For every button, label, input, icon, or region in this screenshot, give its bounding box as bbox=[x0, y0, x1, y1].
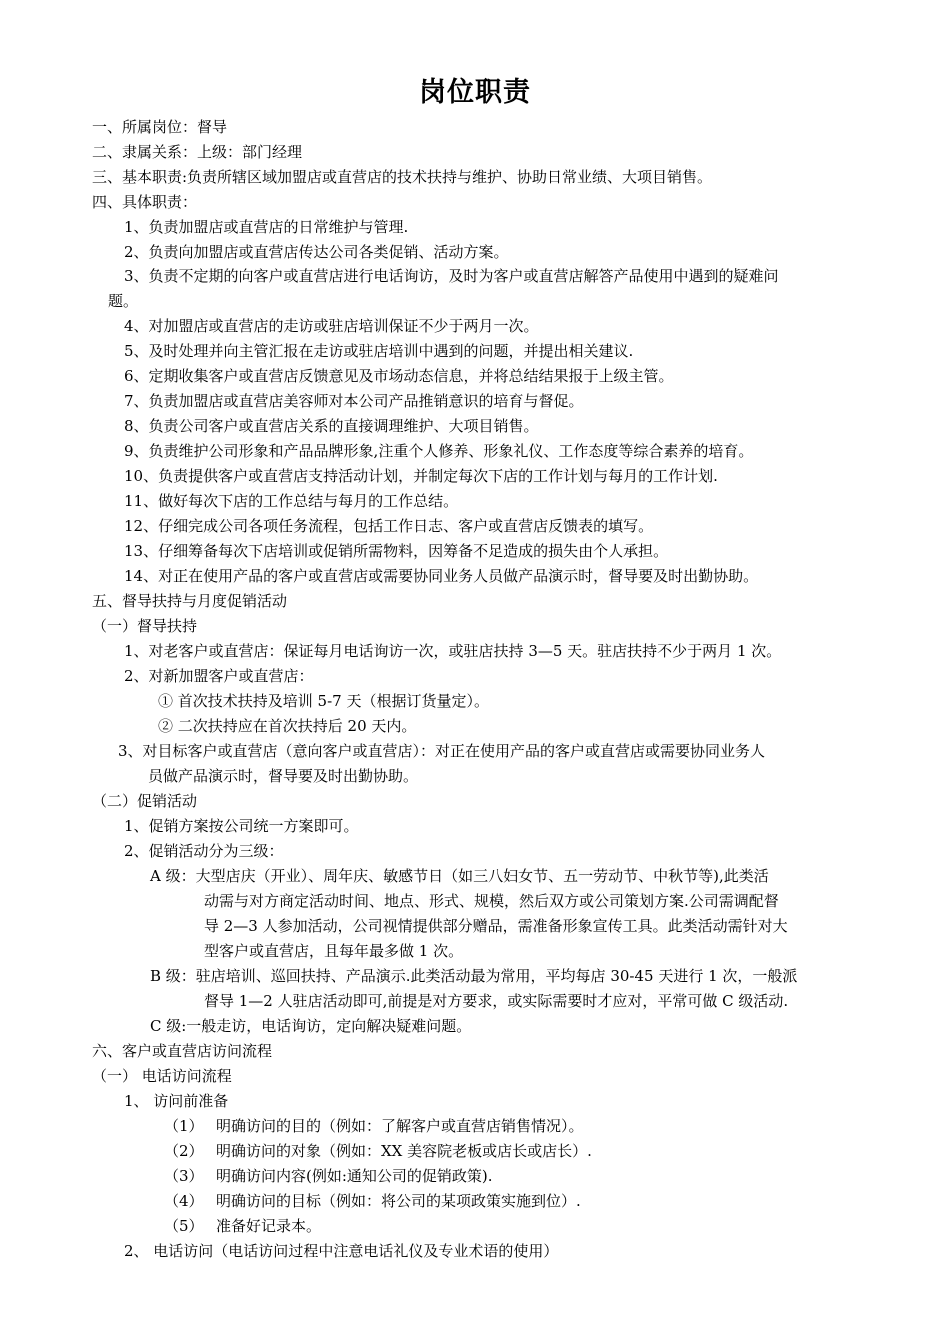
level-a-line: 导 2—3 人参加活动，公司视情提供部分赠品，需准备形象宣传工具。此类活动需针对大 bbox=[204, 917, 788, 935]
duty-item: 12、仔细完成公司各项任务流程，包括工作日志、客户或直营店反馈表的填写。 bbox=[124, 517, 654, 535]
support-item: 3、对目标客户或直营店（意向客户或直营店）：对正在使用产品的客户或直营店或需要协同业务人 bbox=[118, 742, 766, 760]
level-a-line: 动需与对方商定活动时间、地点、形式、规模，然后双方或公司策划方案.公司需调配督 bbox=[204, 892, 779, 910]
prep-item-number: （3） bbox=[164, 1167, 204, 1185]
duty-item: 1、负责加盟店或直营店的日常维护与管理. bbox=[124, 218, 409, 236]
support-item-continued: 员做产品演示时，督导要及时出勤协助。 bbox=[148, 767, 419, 785]
prep-item-number: （1） bbox=[164, 1117, 204, 1135]
duty-item: 9、负责维护公司形象和产品品牌形象,注重个人修养、形象礼仪、工作态度等综合素养的培育。 bbox=[124, 442, 754, 460]
section-3-basic-duty: 三、基本职责:负责所辖区域加盟店或直营店的技术扶持与维护、协助日常业绩、大项目销售。 bbox=[92, 168, 713, 186]
duty-item: 14、对正在使用产品的客户或直营店或需要协同业务人员做产品演示时，督导要及时出勤协助。 bbox=[124, 567, 759, 585]
promotion-item: 1、促销方案按公司统一方案即可。 bbox=[124, 817, 359, 835]
prep-item-text: 明确访问内容(例如:通知公司的促销政策). bbox=[216, 1167, 493, 1185]
duty-item: 6、定期收集客户或直营店反馈意见及市场动态信息，并将总结结果报于上级主管。 bbox=[124, 367, 674, 385]
prep-item-number: （4） bbox=[164, 1192, 204, 1210]
section-5-heading: 五、督导扶持与月度促销活动 bbox=[92, 592, 288, 610]
level-b-line: B 级：驻店培训、巡回扶持、产品演示.此类活动最为常用，平均每店 30-45 天进行 1 次，一般派 bbox=[150, 967, 798, 985]
duty-item: 7、负责加盟店或直营店美容师对本公司产品推销意识的培育与督促。 bbox=[124, 392, 584, 410]
duty-item: 5、及时处理并向主管汇报在走访或驻店培训中遇到的问题，并提出相关建议. bbox=[124, 342, 634, 360]
support-subitem: ② 二次扶持应在首次扶持后 20 天内。 bbox=[158, 717, 417, 735]
level-a-line: A 级：大型店庆（开业）、周年庆、敏感节日（如三八妇女节、五一劳动节、中秋节等),此类活 bbox=[150, 867, 769, 885]
page-title: 岗位职责 bbox=[419, 77, 531, 108]
prep-item-text: 准备好记录本。 bbox=[216, 1217, 322, 1235]
prep-item bbox=[164, 1216, 321, 1236]
section-6-heading: 六、客户或直营店访问流程 bbox=[92, 1042, 273, 1060]
level-c-line: C 级:一般走访，电话询访，定向解决疑难问题。 bbox=[150, 1017, 472, 1035]
support-subitem: ① 首次技术扶持及培训 5-7 天（根据订货量定）。 bbox=[158, 692, 489, 710]
phone-step: 1、 访问前准备 bbox=[124, 1092, 229, 1110]
prep-item bbox=[164, 1141, 592, 1161]
duty-item-continued: 题。 bbox=[108, 292, 139, 310]
subsection-phone-visit: （一） 电话访问流程 bbox=[92, 1067, 232, 1085]
level-b-line: 督导 1—2 人驻店活动即可,前提是对方要求，或实际需要时才应对，平常可做 C 级活动. bbox=[204, 992, 789, 1010]
duty-item: 3、负责不定期的向客户或直营店进行电话询访，及时为客户或直营店解答产品使用中遇到的疑难问 bbox=[124, 267, 779, 285]
section-1-position: 一、所属岗位：督导 bbox=[92, 118, 228, 136]
prep-item-text: 明确访问的目的（例如：了解客户或直营店销售情况）。 bbox=[216, 1117, 584, 1135]
prep-item bbox=[164, 1116, 584, 1136]
prep-item bbox=[164, 1191, 581, 1211]
promotion-item: 2、促销活动分为三级： bbox=[124, 842, 284, 860]
section-4-heading: 四、具体职责： bbox=[92, 193, 198, 211]
prep-item-number: （5） bbox=[164, 1217, 204, 1235]
prep-item-number: （2） bbox=[164, 1142, 204, 1160]
duty-item: 4、对加盟店或直营店的走访或驻店培训保证不少于两月一次。 bbox=[124, 317, 539, 335]
duty-item: 2、负责向加盟店或直营店传达公司各类促销、活动方案。 bbox=[124, 243, 509, 261]
phone-step: 2、 电话访问（电话访问过程中注意电话礼仪及专业术语的使用） bbox=[124, 1242, 559, 1260]
duty-item: 10、负责提供客户或直营店支持活动计划，并制定每次下店的工作计划与每月的工作计划. bbox=[124, 467, 718, 485]
level-a-line: 型客户或直营店，且每年最多做 1 次。 bbox=[204, 942, 464, 960]
duty-item: 8、负责公司客户或直营店关系的直接调理维护、大项目销售。 bbox=[124, 417, 539, 435]
prep-item-text: 明确访问的对象（例如：XX 美容院老板或店长或店长）. bbox=[216, 1142, 592, 1160]
subsection-promotion: （二）促销活动 bbox=[92, 792, 198, 810]
support-item: 1、对老客户或直营店：保证每月电话询访一次，或驻店扶持 3—5 天。驻店扶持不少于两月 1 次。 bbox=[124, 642, 782, 660]
subsection-supervisor-support: （一）督导扶持 bbox=[92, 617, 198, 635]
prep-item-text: 明确访问的目标（例如：将公司的某项政策实施到位）. bbox=[216, 1192, 581, 1210]
duty-item: 13、仔细筹备每次下店培训或促销所需物料，因筹备不足造成的损失由个人承担。 bbox=[124, 542, 669, 560]
support-item: 2、对新加盟客户或直营店： bbox=[124, 667, 314, 685]
prep-item bbox=[164, 1166, 493, 1186]
duty-item: 11、做好每次下店的工作总结与每月的工作总结。 bbox=[124, 492, 459, 510]
section-2-reporting: 二、隶属关系：上级：部门经理 bbox=[92, 143, 303, 161]
